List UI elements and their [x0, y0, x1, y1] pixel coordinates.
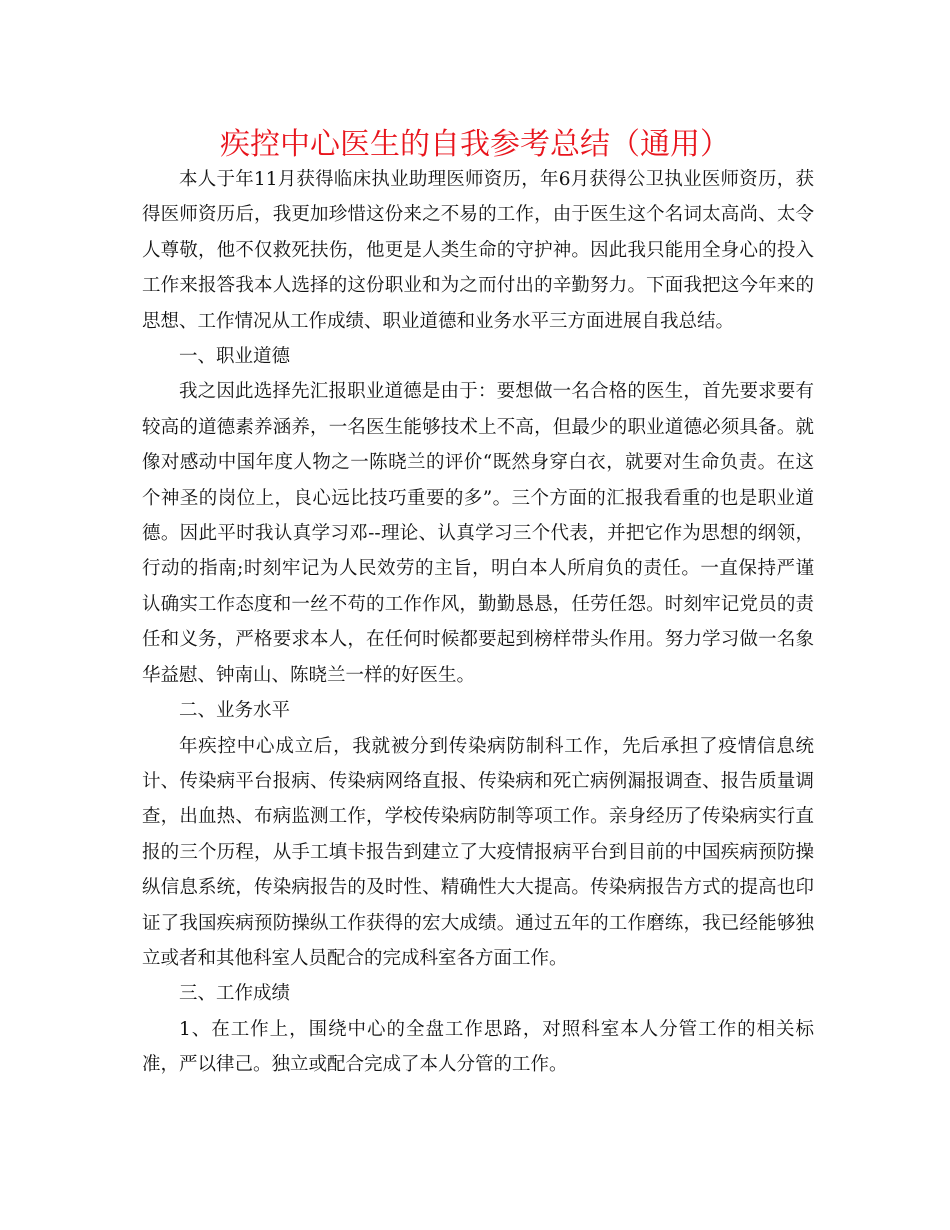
document-body — [142, 162, 814, 1083]
paragraph-ethics: 我之因此选择先汇报职业道德是由于：要想做一名合格的医生，首先要求要有较高的道德素养涵养，一名医生能够技术上不高，但最少的职业道德必须具备。就像对感动中国年度人物之一陈晓兰的评价“既然身穿白衣，就要对生命负责。在这个神圣的岗位上，良心远比技巧重要的多”。三个方面的汇报我看重的也是职业道德。因此平时我认真学习邓--理论、认真学习三个代表，并把它作为思想的纲领，行动的指南;时刻牢记为人民效劳的主旨，明白本人所肩负的责任。一直保持严谨认确实工作态度和一丝不苟的工作作风，勤勤恳恳，任劳任怨。时刻牢记党员的责任和义务，严格要求本人，在任何时候都要起到榜样带头作用。努力学习做一名象华益慰、钟南山、陈晓兰一样的好医生。 — [142, 381, 814, 686]
section-heading-achievements: 三、工作成绩 — [179, 983, 291, 1005]
paragraph-intro: 本人于年11月获得临床执业助理医师资历，年6月获得公卫执业医师资历，获得医师资历后，我更加珍惜这份来之不易的工作，由于医生这个名词太高尚、太令人尊敬，他不仅救死扶伤，他更是人类生命的守护神。因此我只能用全身心的投入工作来报答我本人选择的这份职业和为之而付出的辛勤努力。下面我把这今年来的思想、工作情况从工作成绩、职业道德和业务水平三方面进展自我总结。 — [142, 169, 814, 332]
section-heading-ethics: 一、职业道德 — [179, 346, 291, 368]
document-title: 疾控中心医生的自我参考总结（通用） — [220, 127, 730, 162]
paragraph-achievements-1: 1、在工作上，围绕中心的全盘工作思路，对照科室本人分管工作的相关标准，严以律己。独立或配合完成了本人分管的工作。 — [142, 1018, 814, 1076]
paragraph-skills: 年疾控中心成立后，我就被分到传染病防制科工作，先后承担了疫情信息统计、传染病平台报病、传染病网络直报、传染病和死亡病例漏报调查、报告质量调查，出血热、布病监测工作，学校传染病防制等项工作。亲身经历了传染病实行直报的三个历程，从手工填卡报告到建立了大疫情报病平台到目前的中国疾病预防操纵信息系统，传染病报告的及时性、精确性大大提高。传染病报告方式的提高也印证了我国疾病预防操纵工作获得的宏大成绩。通过五年的工作磨练，我已经能够独立或者和其他科室人员配合的完成科室各方面工作。 — [142, 735, 814, 969]
section-heading-skills: 二、业务水平 — [179, 700, 291, 722]
